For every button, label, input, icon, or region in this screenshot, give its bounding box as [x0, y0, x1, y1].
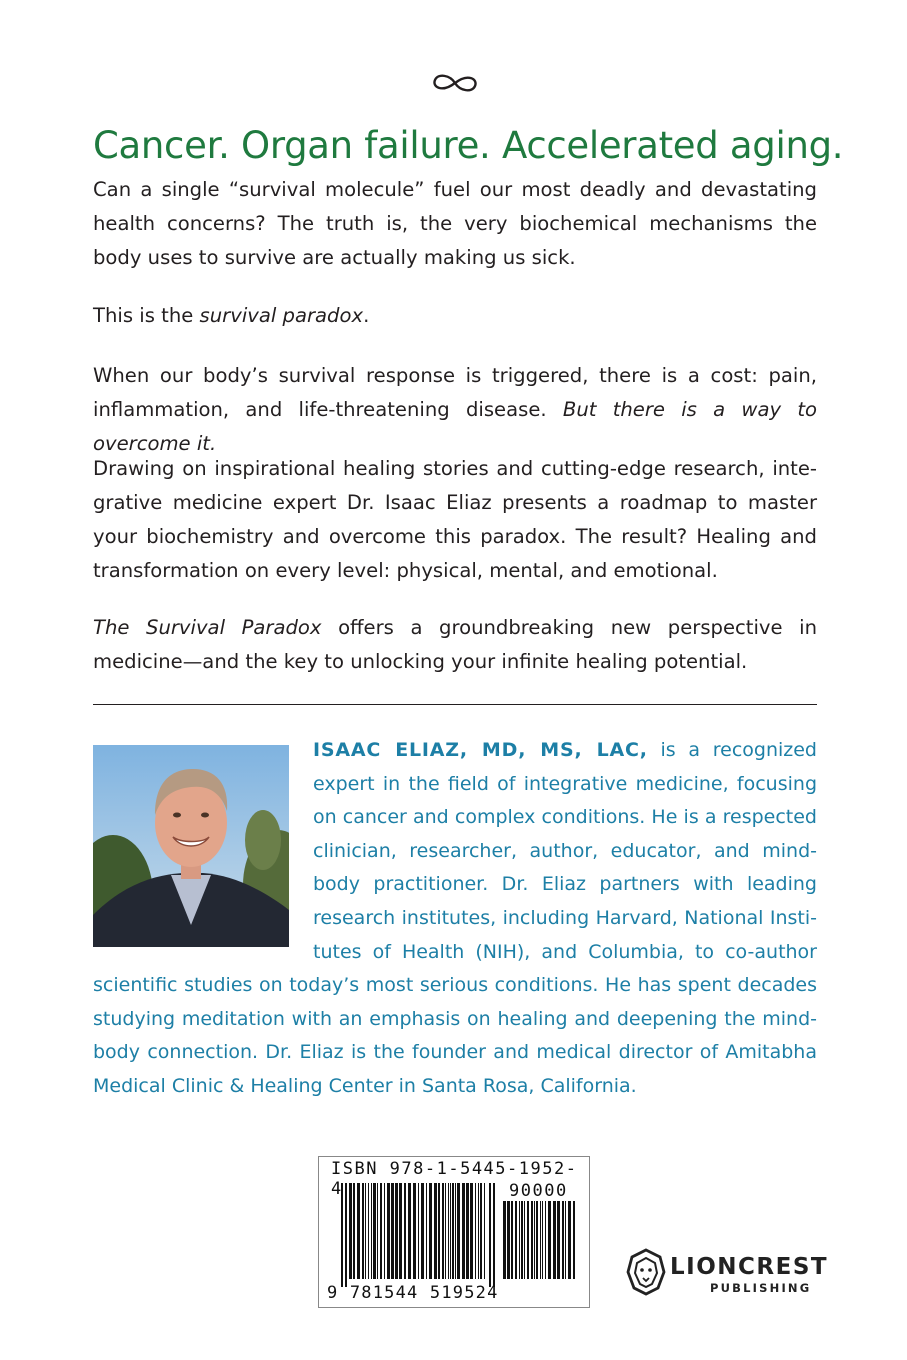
publisher-sub: PUBLISHING	[710, 1281, 812, 1295]
publisher-name: LIONCREST	[670, 1254, 829, 1280]
barcode-bar	[531, 1201, 533, 1279]
barcode-bar	[542, 1201, 543, 1279]
closing-tail: offers a groundbreaking new perspective in medicine—and the key to unlocking your infinite healing potential.	[93, 616, 817, 673]
barcode-bar	[519, 1201, 520, 1279]
barcode-bar	[573, 1201, 575, 1279]
paradox-tail: .	[363, 304, 370, 327]
paradox-paragraph	[93, 299, 817, 333]
barcode-bar	[565, 1201, 566, 1279]
barcode-bar	[548, 1201, 551, 1279]
barcode-bar	[503, 1201, 506, 1279]
ean-digits: 9 781544 519524	[327, 1283, 499, 1303]
barcode-bar	[568, 1201, 571, 1279]
barcode-bar	[540, 1201, 541, 1279]
cost-italic: But there is a way to overcome it.	[93, 398, 817, 455]
paradox-italic: survival paradox	[199, 304, 364, 327]
lion-head-icon	[626, 1248, 666, 1296]
barcode-bar	[534, 1201, 535, 1279]
barcode-bar	[524, 1201, 525, 1279]
barcode-bar	[553, 1201, 556, 1279]
barcode-bar	[536, 1201, 538, 1279]
barcode-bar	[515, 1201, 517, 1279]
barcode-bar	[521, 1201, 523, 1279]
barcode-bar	[557, 1201, 560, 1279]
barcode-bar	[507, 1201, 510, 1279]
barcode-bar	[562, 1201, 564, 1279]
headline: Cancer. Organ failure. Accelerated aging.	[93, 124, 844, 167]
barcode-bar	[527, 1201, 529, 1279]
intro-paragraph: Can a single “survival molecule” fuel our most deadly and devastating health concerns? The truth is, the very biochemical mechanisms the body uses to survive are actually making us sick.	[93, 178, 817, 269]
price-addon: 90000	[509, 1181, 568, 1201]
isbn-label: ISBN 978-1-5445-1952-4	[331, 1159, 578, 1199]
author-name: ISAAC ELIAZ, MD, MS, LAC,	[313, 739, 648, 761]
author-bio-text: is a recognized expert in the field of integrative medicine, focusing on cancer and complex conditions. He is a respected clinician, researcher, author, educator, and mindbody practitioner. Dr. Eliaz partners with leading research institutes, including Harvard, National Institutes of Health (NIH), and Columbia, to co-author scientific studies on today’s most serious conditions. He has spent decades studying meditation with an emphasis on healing and deepening the mindbody connection. Dr. Eliaz is the founder and medical director of Amitabha Medical Clinic & Healing Center in Santa Rosa, California.	[93, 739, 817, 1097]
isbn-barcode	[318, 1156, 590, 1308]
infinity-icon	[430, 70, 480, 96]
divider-rule	[93, 704, 817, 705]
roadmap-paragraph: Drawing on inspirational healing stories and cutting-edge research, integrative medicine expert Dr. Isaac Eliaz presents a roadmap to master your biochemistry and overcome this paradox. The result? Healing and transformation on every level: physical, mental, and emotional.	[93, 457, 817, 582]
paradox-lead: This is the	[93, 304, 200, 327]
publisher-logo	[626, 1248, 856, 1304]
author-bio	[93, 734, 817, 1104]
cost-lead: When our body’s survival response is triggered, there is a cost: pain, inflammation, and life-threatening disease.	[93, 364, 817, 421]
cost-paragraph	[93, 359, 817, 461]
barcode-bar	[545, 1201, 546, 1279]
closing-paragraph	[93, 611, 817, 679]
book-title-italic: The Survival Paradox	[93, 616, 322, 639]
barcode-bar	[511, 1201, 513, 1279]
